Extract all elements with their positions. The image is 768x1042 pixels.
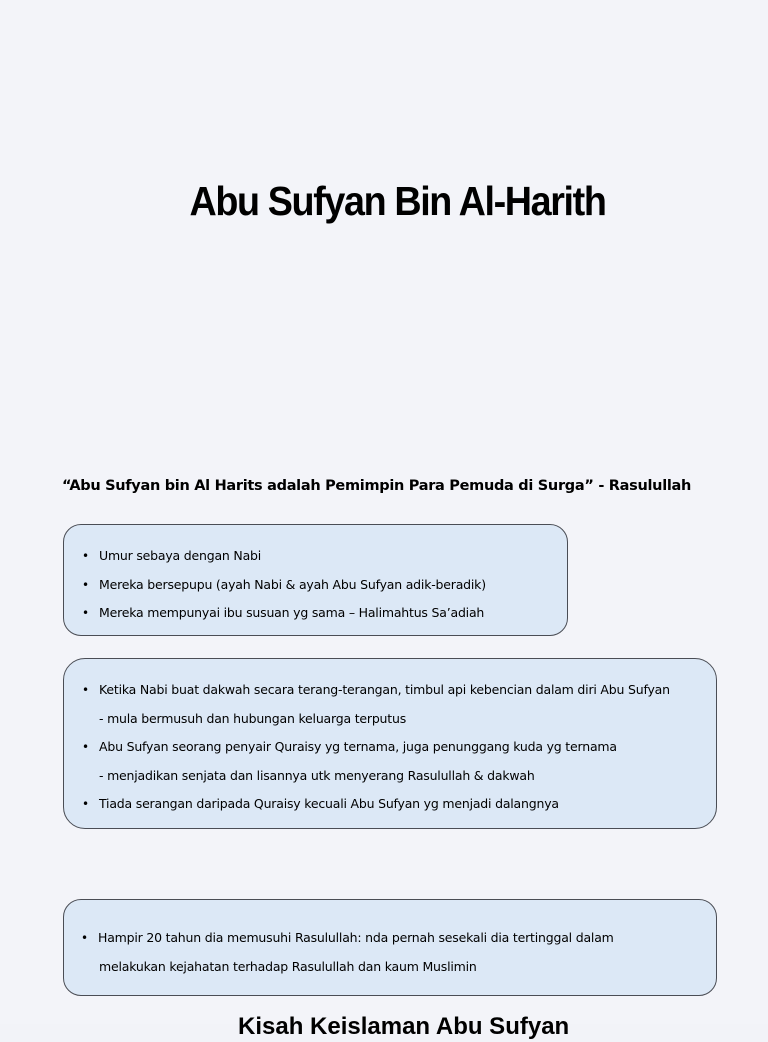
info-box-twenty-years	[63, 899, 717, 996]
next-section-heading: Kisah Keislaman Abu Sufyan	[238, 1013, 570, 1040]
list-item-text: Hampir 20 tahun dia memusuhi Rasulullah: nda pernah sesekali dia tertinggal dalam	[98, 930, 614, 945]
list-item-text: Abu Sufyan seorang penyair Quraisy yg ternama, juga penunggang kuda yg ternama	[99, 739, 617, 754]
list-item-text: - mula bermusuh dan hubungan keluarga terputus	[99, 710, 407, 726]
list-item-text: Ketika Nabi buat dakwah secara terang-terangan, timbul api kebencian dalam diri Abu Sufyan	[99, 682, 670, 697]
list-item	[64, 790, 716, 819]
list-item-text: Tiada serangan daripada Quraisy kecuali Abu Sufyan yg menjadi dalangnya	[99, 796, 559, 811]
list-item-text: Mereka mempunyai ibu susuan yg sama – Halimahtus Sa’adiah	[99, 605, 485, 620]
bullet-list	[64, 542, 567, 628]
list-item	[64, 676, 716, 705]
list-item-text: Mereka bersepupu (ayah Nabi & ayah Abu Sufyan adik-beradik)	[99, 576, 486, 592]
info-box-background	[63, 524, 568, 636]
list-item-text: melakukan kejahatan terhadap Rasulullah dan kaum Muslimin	[99, 958, 477, 974]
bullet-list	[64, 924, 716, 981]
page-title: Abu Sufyan Bin Al-Harith	[189, 178, 606, 224]
info-box-enmity	[63, 658, 717, 829]
list-item-text: Umur sebaya dengan Nabi	[99, 548, 262, 563]
bullet-icon: •	[82, 683, 89, 697]
list-item-continuation	[64, 705, 716, 734]
bullet-icon: •	[82, 606, 89, 620]
list-item	[64, 924, 716, 953]
list-item-text: - menjadikan senjata dan lisannya utk menyerang Rasulullah & dakwah	[99, 767, 535, 783]
bullet-icon: •	[82, 740, 89, 754]
bullet-icon: •	[82, 797, 89, 811]
bullet-list	[64, 676, 716, 819]
list-item	[64, 599, 567, 628]
list-item-continuation	[64, 953, 716, 982]
list-item	[64, 733, 716, 762]
bullet-icon: •	[82, 577, 89, 592]
bullet-icon: •	[82, 549, 89, 563]
list-item	[64, 542, 567, 571]
hadith-quote: “Abu Sufyan bin Al Harits adalah Pemimpin Para Pemuda di Surga” - Rasulullah	[62, 478, 692, 494]
list-item-continuation	[64, 762, 716, 791]
bullet-icon: •	[81, 931, 88, 945]
list-item	[64, 571, 567, 600]
